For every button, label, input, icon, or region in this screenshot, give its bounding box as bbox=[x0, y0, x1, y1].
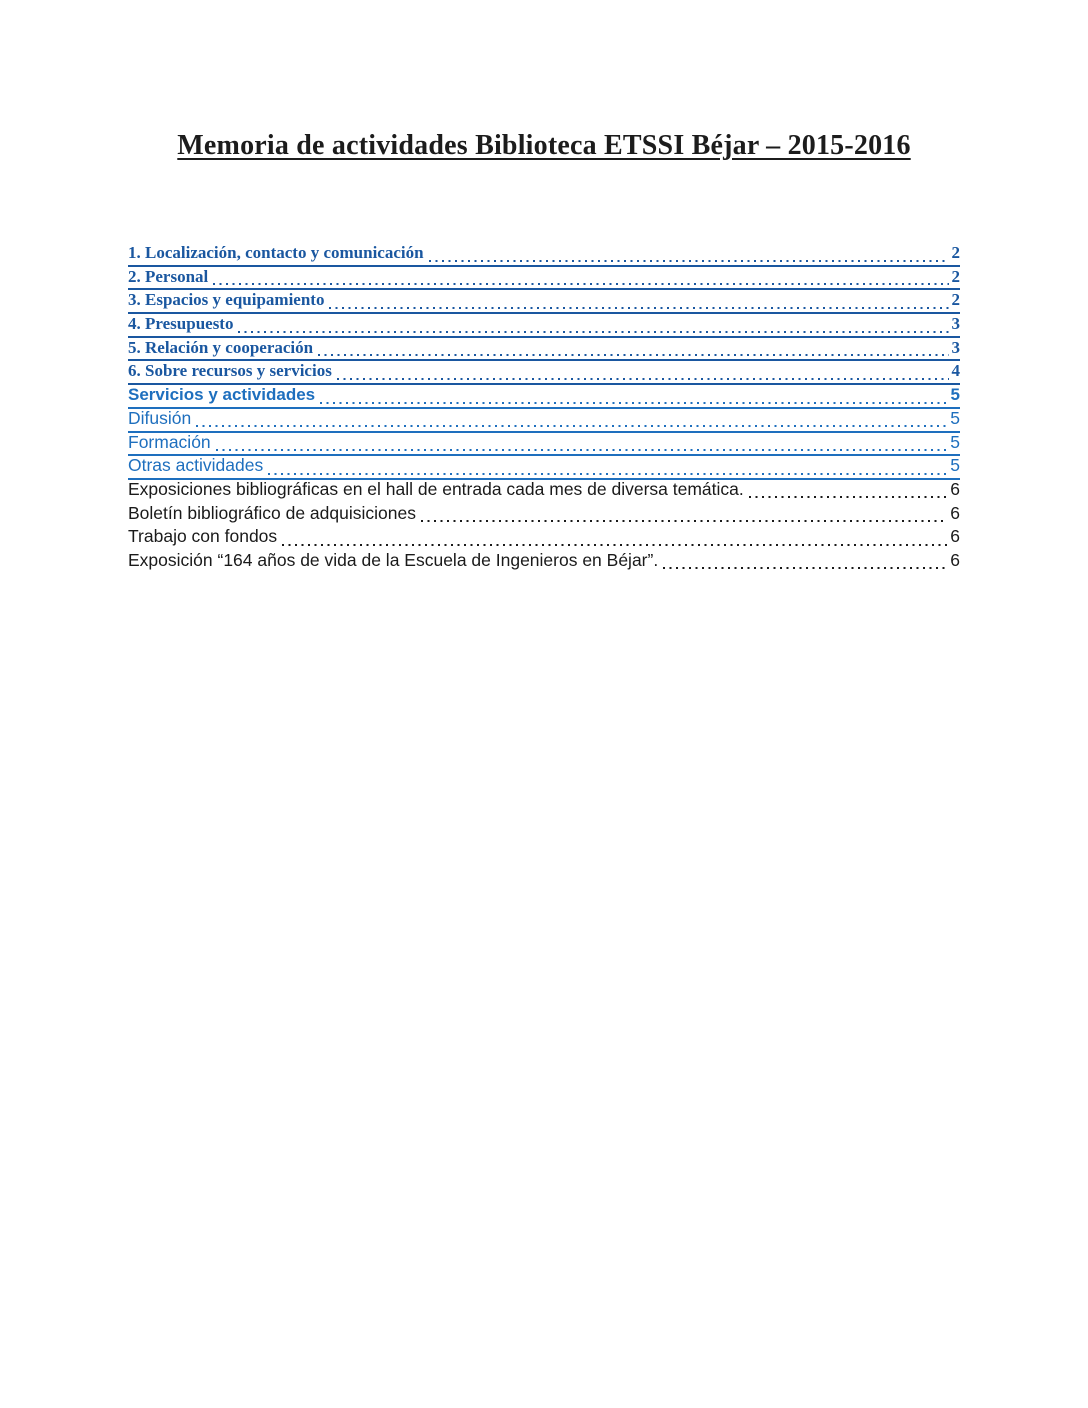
dot-leader bbox=[213, 267, 948, 287]
toc-entry-presupuesto[interactable] bbox=[128, 314, 960, 338]
toc-entry-label: Trabajo con fondos bbox=[128, 526, 278, 547]
dot-leader bbox=[329, 290, 948, 310]
toc-entry-label: Boletín bibliográfico de adquisiciones bbox=[128, 502, 416, 523]
toc-entry-personal[interactable] bbox=[128, 267, 960, 291]
dot-leader bbox=[282, 527, 947, 547]
table-of-contents bbox=[128, 243, 960, 575]
toc-page-number: 5 bbox=[950, 455, 960, 476]
toc-entry-label: 6. Sobre recursos y servicios bbox=[128, 361, 332, 381]
dot-leader bbox=[196, 409, 947, 429]
toc-page-number: 4 bbox=[951, 361, 960, 381]
toc-entry-trabajo-fondos[interactable] bbox=[128, 527, 960, 551]
dot-leader bbox=[216, 433, 948, 453]
toc-entry-difusion[interactable] bbox=[128, 409, 960, 433]
toc-entry-exposicion-164[interactable] bbox=[128, 551, 960, 575]
toc-entry-label: 5. Relación y cooperación bbox=[128, 337, 314, 357]
toc-entry-espacios[interactable] bbox=[128, 290, 960, 314]
toc-entry-label: Servicios y actividades bbox=[128, 385, 316, 405]
toc-page-number: 3 bbox=[951, 314, 960, 334]
dot-leader bbox=[238, 314, 948, 334]
toc-page-number: 2 bbox=[951, 266, 960, 286]
toc-entry-recursos[interactable] bbox=[128, 361, 960, 385]
page-title: Memoria de actividades Biblioteca ETSSI Béjar – 2015-2016 bbox=[177, 130, 911, 161]
dot-leader bbox=[663, 551, 947, 571]
toc-page-number: 5 bbox=[950, 431, 960, 452]
toc-page-number: 6 bbox=[950, 526, 960, 547]
dot-leader bbox=[320, 385, 947, 405]
toc-entry-exposiciones-bibliograficas[interactable] bbox=[128, 480, 960, 504]
dot-leader bbox=[429, 243, 949, 263]
toc-entry-label: Formación bbox=[128, 431, 211, 452]
toc-entry-boletin[interactable] bbox=[128, 504, 960, 528]
toc-entry-otras-actividades[interactable] bbox=[128, 456, 960, 480]
toc-entry-label: Exposiciones bibliográficas en el hall de entrada cada mes de diversa temática. bbox=[128, 478, 744, 499]
toc-page-number: 5 bbox=[950, 385, 960, 405]
toc-entry-label: 4. Presupuesto bbox=[128, 314, 234, 334]
toc-page-number: 5 bbox=[950, 407, 960, 428]
toc-entry-label: Otras actividades bbox=[128, 455, 264, 476]
toc-entry-label: 1. Localización, contacto y comunicación bbox=[128, 243, 424, 262]
dot-leader bbox=[268, 456, 947, 476]
toc-entry-relacion[interactable] bbox=[128, 338, 960, 362]
toc-entry-servicios-actividades[interactable] bbox=[128, 385, 960, 409]
toc-entry-label: 2. Personal bbox=[128, 266, 209, 286]
dot-leader bbox=[337, 361, 949, 381]
toc-page-number: 6 bbox=[950, 478, 960, 499]
toc-page-number: 2 bbox=[951, 290, 960, 310]
dot-leader bbox=[421, 504, 947, 524]
toc-entry-localizacion[interactable] bbox=[128, 243, 960, 267]
toc-entry-formacion[interactable] bbox=[128, 433, 960, 457]
toc-entry-label: Exposición “164 años de vida de la Escuela de Ingenieros en Béjar”. bbox=[128, 549, 659, 570]
dot-leader bbox=[749, 480, 948, 500]
toc-entry-label: Difusión bbox=[128, 407, 192, 428]
dot-leader bbox=[318, 338, 948, 358]
toc-page-number: 6 bbox=[950, 549, 960, 570]
toc-page-number: 6 bbox=[950, 502, 960, 523]
toc-entry-label: 3. Espacios y equipamiento bbox=[128, 290, 325, 310]
toc-page-number: 3 bbox=[951, 337, 960, 357]
toc-page-number: 2 bbox=[951, 243, 960, 262]
